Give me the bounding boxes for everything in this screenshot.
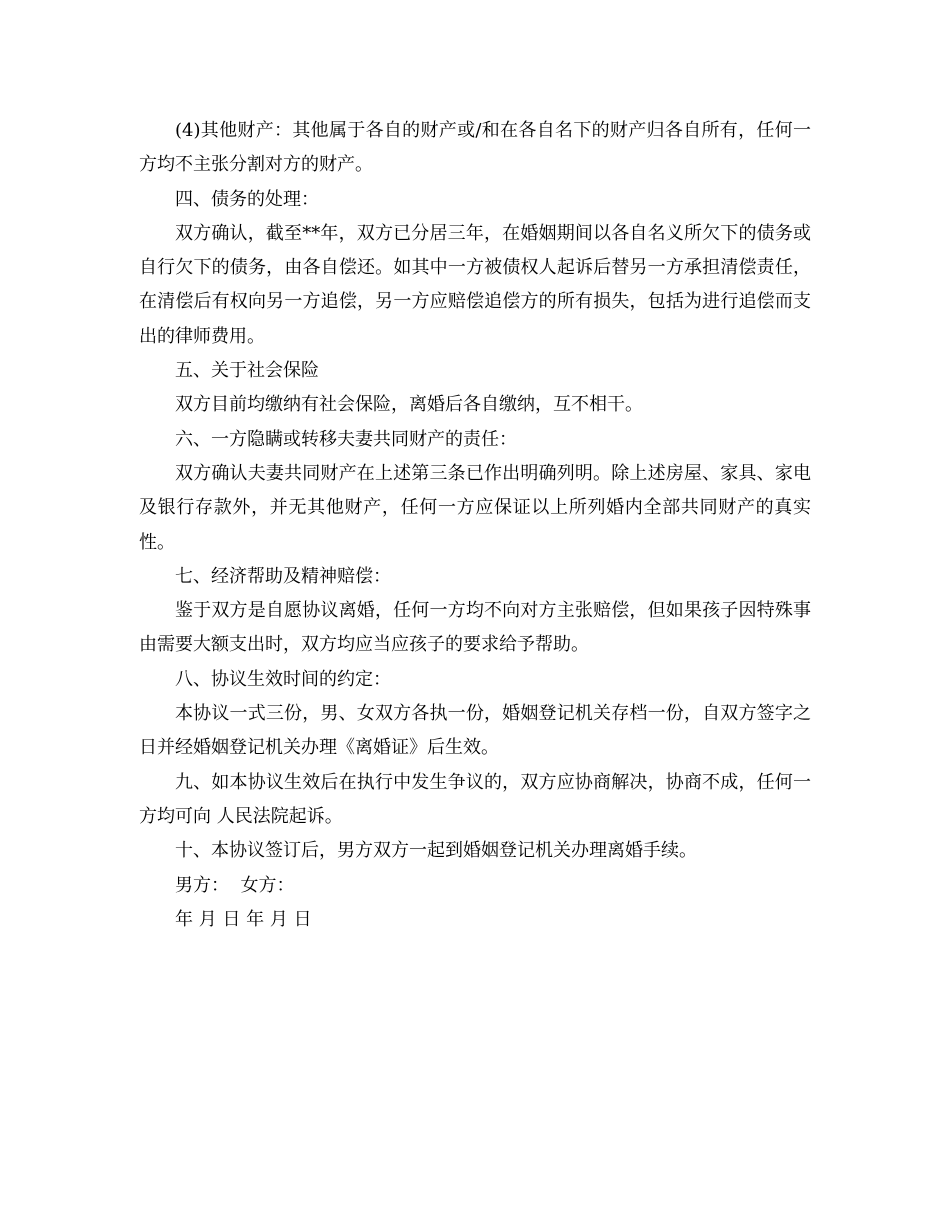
signature-dates: 年 月 日 年 月 日 [175,908,312,930]
heading-effective-date: 八、协议生效时间的约定： [175,668,391,690]
clause-compensation: 鉴于双方是自愿协议离婚，任何一方均不向对方主张赔偿，但如果孩子因特殊事由需要大额支出时，双方均应当应孩子的要求给予帮助。 [139,600,811,656]
heading-social-insurance: 五、关于社会保险 [175,360,319,382]
clause-disputes: 九、如本协议生效后在执行中发生争议的，双方应协商解决，协商不成，任何一方均可向 人民法院起诉。 [139,771,811,827]
heading-concealment: 六、一方隐瞒或转移夫妻共同财产的责任： [175,428,517,450]
clause-other-property: (4)其他财产：其他属于各自的财产或/和在各自名下的财产归各自所有，任何一方均不主张分割对方的财产。 [139,120,811,176]
clause-debt: 双方确认，截至**年，双方已分居三年，在婚姻期间以各自名义所欠下的债务或自行欠下的债务，由各自偿还。如其中一方被债权人起诉后替另一方承担清偿责任，在清偿后有权向另一方追偿，另一方应赔偿追偿方的所有损失，包括为进行追偿而支出的律师费用。 [139,222,811,347]
heading-compensation: 七、经济帮助及精神赔偿： [175,565,391,587]
signature-parties: 男方： 女方： [175,874,295,896]
document-body [139,114,811,937]
heading-debt: 四、债务的处理： [175,188,319,210]
clause-effective-date: 本协议一式三份，男、女双方各执一份，婚姻登记机关存档一份，自双方签字之日并经婚姻登记机关办理《离婚证》后生效。 [139,703,811,759]
clause-concealment: 双方确认夫妻共同财产在上述第三条已作出明确列明。除上述房屋、家具、家电及银行存款外，并无其他财产，任何一方应保证以上所列婚内全部共同财产的真实性。 [139,462,811,553]
clause-registration: 十、本协议签订后，男方双方一起到婚姻登记机关办理离婚手续。 [175,840,697,862]
clause-social-insurance: 双方目前均缴纳有社会保险，离婚后各自缴纳，互不相干。 [175,394,643,416]
